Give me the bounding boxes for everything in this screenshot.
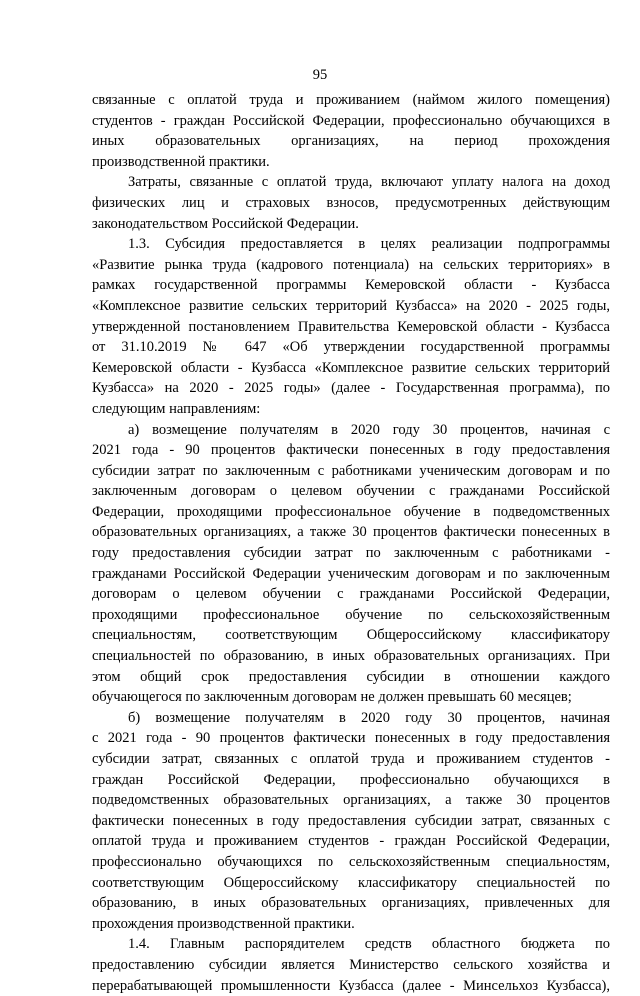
text-line: «Комплексное развитие сельских территорий Кузбасса» на 2020 - 2025 годы,: [92, 297, 610, 314]
text-line: соответствующим Общероссийскому классификатору специальностей по: [92, 874, 610, 891]
text-line: 1.3. Субсидия предоставляется в целях реализации подпрограммы: [128, 236, 610, 253]
text-line: «Развитие рынка труда (кадрового потенциала) на сельских территориях» в: [92, 256, 610, 273]
text-line: Федерации, проходящими профессиональное обучение в подведомственных: [92, 503, 610, 520]
text-line: б) возмещение получателям в 2020 году 30 процентов, начиная: [128, 709, 610, 726]
text-line: производственной практики.: [92, 153, 270, 170]
text-line: утвержденной постановлением Правительства Кемеровской области - Кузбасса: [92, 318, 610, 335]
paragraph: [92, 172, 610, 234]
text-line: договорам о целевом обучении с гражданами Российской Федерации,: [92, 586, 610, 603]
text-line: перерабатывающей промышленности Кузбасса (далее - Минсельхоз Кузбасса),: [92, 977, 610, 994]
paragraph: [92, 420, 610, 708]
text-line: предоставлению субсидии является Министерство сельского хозяйства и: [92, 956, 610, 973]
text-line: гражданами Российской Федерации ученическим договорам и по заключенным: [92, 565, 610, 582]
paragraph: [92, 90, 610, 172]
text-line: образовательных организациях, а также 30 процентов фактически понесенных в: [92, 524, 610, 541]
text-line: студентов - граждан Российской Федерации, профессионально обучающихся в: [92, 112, 610, 129]
text-line: физических лиц и страховых взносов, предусмотренных действующим: [92, 194, 610, 211]
text-line: этом общий срок предоставления субсидии в отношении каждого: [92, 668, 610, 685]
text-line: граждан Российской Федерации, профессионально обучающихся в: [92, 771, 610, 788]
paragraph: [92, 234, 610, 419]
text-line: году предоставления субсидии затрат по заключенным с работниками -: [92, 545, 610, 562]
text-line: рамках государственной программы Кемеровской области - Кузбасса: [92, 277, 610, 294]
document-body: [92, 90, 610, 996]
text-line: связанные с оплатой труда и проживанием (наймом жилого помещения): [92, 92, 610, 108]
page-number: 95: [312, 67, 328, 83]
text-line: следующим направлениям:: [92, 400, 261, 417]
text-line: подведомственных образовательных организациях, а также 30 процентов: [92, 792, 610, 809]
text-line: субсидии затрат по заключенным с работниками ученическим договорам и по: [92, 462, 610, 479]
text-line: законодательством Российской Федерации.: [92, 215, 359, 232]
text-line: специальностей по образованию, в иных образовательных организациях. При: [92, 648, 610, 665]
text-line: иных образовательных организациях, на период прохождения: [92, 133, 610, 150]
paragraph: [92, 934, 610, 996]
paragraph: [92, 708, 610, 935]
text-line: образованию, в иных образовательных организациях, привлеченных для: [92, 895, 610, 912]
text-line: специальностям, соответствующим Общероссийскому классификатору: [92, 627, 610, 644]
text-line: Кузбасса» на 2020 - 2025 годы» (далее - Государственная программа), по: [92, 380, 610, 397]
text-line: 2021 года - 90 процентов фактически понесенных в году предоставления: [92, 442, 610, 459]
text-line: Затраты, связанные с оплатой труда, включают уплату налога на доход: [128, 174, 610, 191]
text-line: субсидии затрат, связанных с оплатой труда и проживанием студентов -: [92, 751, 610, 767]
text-line: Кемеровской области - Кузбасса «Комплексное развитие сельских территорий: [92, 359, 610, 376]
text-line: с 2021 года - 90 процентов фактически понесенных в году предоставления: [92, 730, 610, 747]
text-line: оплатой труда и проживанием студентов - граждан Российской Федерации,: [92, 833, 610, 850]
text-line: фактически понесенных в году предоставления субсидии затрат, связанных с: [92, 812, 610, 829]
text-line: профессионально обучающихся по сельскохозяйственным специальностям,: [92, 853, 610, 870]
text-line: а) возмещение получателям в 2020 году 30 процентов, начиная с: [128, 421, 610, 438]
text-line: проходящими профессиональное обучение по сельскохозяйственным: [92, 606, 610, 623]
text-line: обучающегося по заключенным договорам не должен превышать 60 месяцев;: [92, 689, 572, 706]
text-line: заключенным договорам о целевом обучении с гражданами Российской: [92, 483, 610, 500]
text-line: прохождения производственной практики.: [92, 915, 355, 932]
text-line: от 31.10.2019 № 647 «Об утверждении государственной программы: [92, 339, 610, 356]
text-line: 1.4. Главным распорядителем средств областного бюджета по: [128, 936, 610, 953]
